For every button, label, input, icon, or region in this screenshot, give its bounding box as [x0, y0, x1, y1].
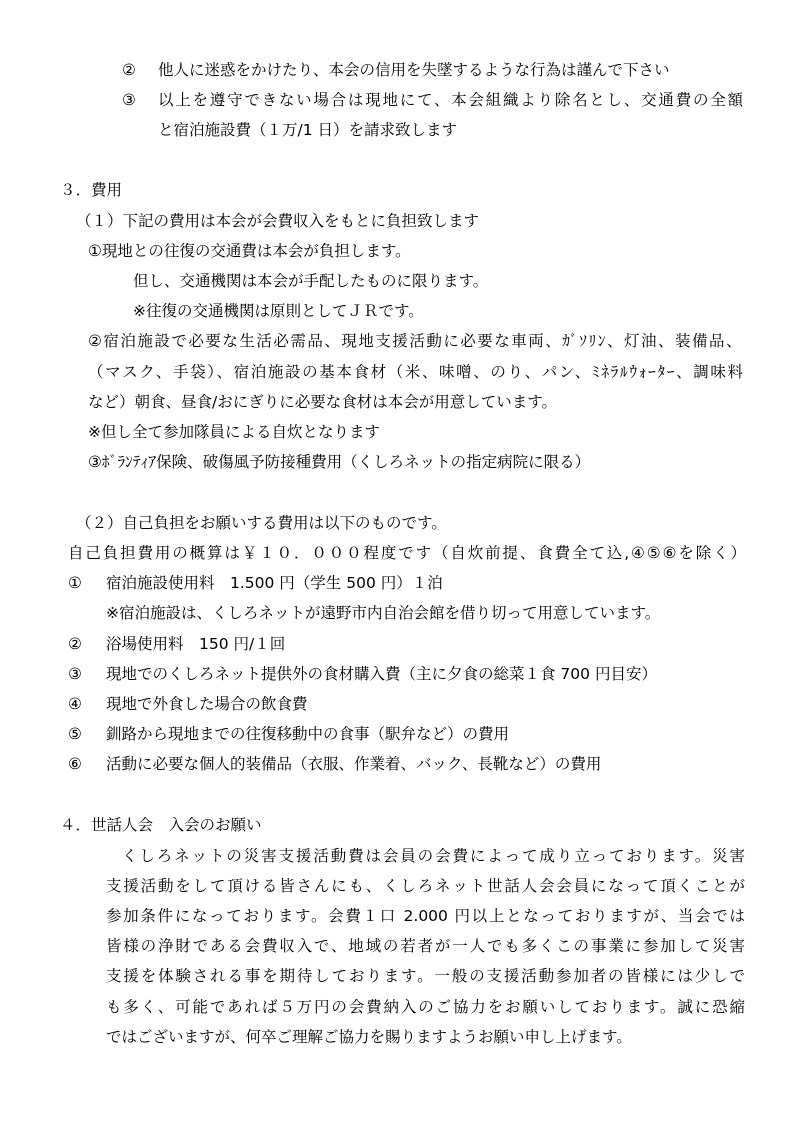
item-text-line-1: 以上を遵守できない場合は現地にて、本会組織より除名とし、交通費の全額: [158, 91, 743, 109]
item-text: 他人に迷惑をかけたり、本会の信用を失墜するような行為は謹んで下さい: [158, 61, 670, 79]
item-note: 但し、交通機関は本会が手配したものに限ります。: [133, 272, 489, 290]
paragraph-line: 参加条件になっております。会費１口 2.000 円以上となっておりますが、当会では: [106, 907, 745, 925]
list-item: ①現地との往復の交通費は本会が負担します。: [88, 242, 411, 260]
item-text-line-2: と宿泊施設費（１万/1 日）を請求致します: [158, 121, 458, 139]
list-item: 宿泊施設使用料 1.500 円（学生 500 円）１泊: [106, 574, 443, 592]
paragraph-line: ではございますが、何卒ご理解ご協力を賜りますようお願い申し上げます。: [106, 1028, 632, 1046]
paragraph-line: 支援を体験される事を期待しております。一般の支援活動参加者の皆様には少しで: [106, 967, 745, 985]
item-number: ①: [68, 574, 82, 592]
item-note: ※宿泊施設は、くしろネットが遠野市内自治会館を借り切って用意しています。: [106, 604, 661, 622]
section-heading: ４．世話人会 入会のお願い: [60, 816, 262, 834]
item-number: ⑥: [68, 755, 82, 773]
item-number: ③: [68, 665, 82, 683]
list-item: ③ﾎﾞﾗﾝﾃｨｱ保険、破傷風予防接種費用（くしろネットの指定病院に限る）: [88, 453, 591, 471]
list-item: 釧路から現地までの往復移動中の食事（駅弁など）の費用: [106, 725, 510, 743]
note: ※但し全て参加隊員による自炊となります: [88, 423, 380, 441]
list-item: 活動に必要な個人的装備品（衣服、作業着、バック、長靴など）の費用: [106, 755, 602, 773]
item-note: ※往復の交通機関は原則としてＪＲです。: [133, 302, 424, 320]
item-number: ④: [68, 695, 82, 713]
cost-summary: 自己負担費用の概算は￥１０．０００程度です（自炊前提、食費全て込,④⑤⑥を除く）: [68, 544, 746, 562]
paragraph-line: も多く、可能であれば５万円の会費納入のご協力をお願いしております。誠に恐縮: [106, 998, 745, 1016]
list-item-line-3: など）朝食、昼食/おにぎりに必要な食材は本会が用意しています。: [88, 393, 557, 411]
list-item-line-2: （マスク、手袋）、宿泊施設の基本食材（米、味噌、のり、パン、ﾐﾈﾗﾙｳｫｰﾀｰ、調味料: [88, 363, 743, 381]
item-number: ②: [122, 61, 136, 79]
paragraph-line: 皆様の浄財である会費収入で、地域の若者が一人でも多くこの事業に参加して災害: [106, 937, 745, 955]
item-number: ②: [68, 635, 82, 653]
list-item-line-1: ②宿泊施設で必要な生活必需品、現地支援活動に必要な車両、ｶﾞｿﾘﾝ、灯油、装備品、: [88, 332, 743, 350]
subsection-heading: （１）下記の費用は本会が会費収入をもとに負担致します: [76, 212, 480, 230]
list-item: 浴場使用料 150 円/１回: [106, 635, 286, 653]
list-item: 現地で外食した場合の飲食費: [106, 695, 308, 713]
subsection-heading: （２）自己負担をお願いする費用は以下のものです。: [76, 514, 447, 532]
paragraph-line: 支援活動をして頂ける皆さんにも、くしろネット世話人会会員になって頂くことが: [106, 877, 745, 895]
paragraph-line: くしろネットの災害支援活動費は会員の会費によって成り立っております。災害: [122, 847, 745, 865]
list-item: 現地でのくしろネット提供外の食材購入費（主に夕食の総菜１食 700 円目安）: [106, 665, 657, 683]
item-number: ⑤: [68, 725, 82, 743]
item-number: ③: [122, 91, 136, 109]
section-heading: ３．費用: [60, 181, 123, 199]
